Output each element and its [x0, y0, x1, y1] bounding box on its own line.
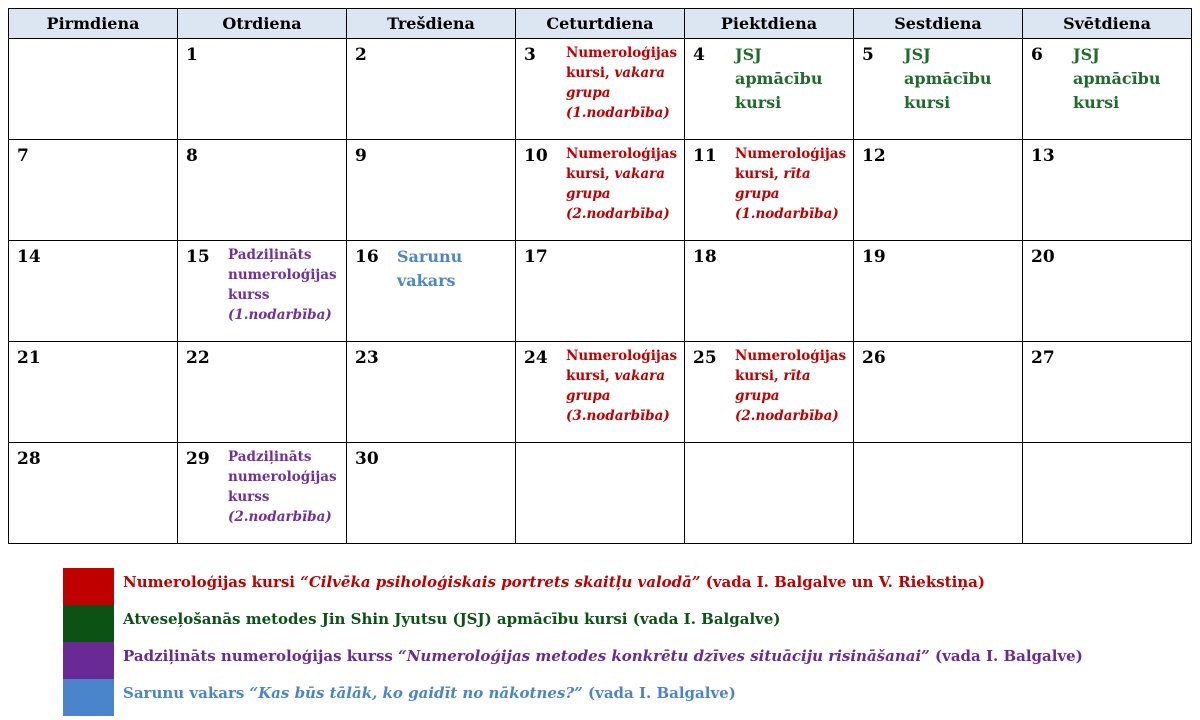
day-number: 6: [1031, 45, 1043, 65]
day-cell: [178, 342, 347, 443]
event-session: (2.nodarbība): [735, 408, 839, 424]
event-title: Numeroloģijas kursi,: [566, 45, 678, 81]
day-number: 14: [17, 247, 41, 267]
day-cell: [516, 39, 685, 140]
event-session: (1.nodarbība): [566, 105, 670, 121]
day-number: 5: [862, 45, 874, 65]
legend-text: Atveseļošanās metodes Jin Shin Jyutsu (JSJ) apmācību kursi (vada I. Balgalve): [123, 610, 781, 628]
legend-text: Padziļināts numeroloģijas kurss “Numeroloģijas metodes konkrētu dzīves situāciju risināšanai” (vada I. Balgalve): [123, 647, 1083, 665]
event-session: (2.nodarbība): [566, 206, 670, 222]
week-row: [9, 443, 1192, 544]
day-number: 16: [355, 247, 379, 267]
day-cell: [9, 241, 178, 342]
day-cell: [685, 241, 854, 342]
week-row: [9, 39, 1192, 140]
advanced-numerology-event: [228, 245, 342, 325]
day-cell: [1023, 39, 1192, 140]
day-cell: [347, 443, 516, 544]
day-cell: [854, 342, 1023, 443]
day-cell-empty: [516, 443, 685, 544]
event-session: (3.nodarbība): [566, 408, 670, 424]
advanced-numerology-event: [228, 447, 342, 527]
day-number: 19: [862, 247, 886, 267]
day-number: 8: [186, 146, 198, 166]
day-cell: [685, 140, 854, 241]
day-number: 22: [186, 348, 210, 368]
header-monday: Pirmdiena: [9, 9, 178, 39]
event-group: rīta grupa: [735, 368, 811, 404]
day-cell: [178, 39, 347, 140]
day-number: 21: [17, 348, 41, 368]
day-number: 11: [693, 146, 717, 166]
day-number: 30: [355, 449, 379, 469]
event-title: Padziļināts numeroloģijas kurss: [228, 449, 337, 505]
jsj-course-event: JSJ apmācību kursi: [735, 45, 823, 112]
day-number: 13: [1031, 146, 1055, 166]
day-number: 10: [524, 146, 548, 166]
day-cell: [1023, 342, 1192, 443]
event-session: (2.nodarbība): [228, 509, 332, 525]
day-number: 9: [355, 146, 367, 166]
day-number: 29: [186, 449, 210, 469]
day-number: 2: [355, 45, 367, 65]
event-title: Numeroloģijas kursi,: [566, 146, 678, 182]
day-number: 20: [1031, 247, 1055, 267]
day-cell: [347, 241, 516, 342]
week-row: [9, 342, 1192, 443]
day-cell: [9, 443, 178, 544]
week-row: [9, 241, 1192, 342]
day-cell: [347, 39, 516, 140]
calendar-header-row: [9, 9, 1192, 39]
day-number: 1: [186, 45, 198, 65]
event-title: Numeroloģijas kursi,: [735, 348, 847, 384]
legend-swatch: [63, 605, 114, 642]
day-number: 4: [693, 45, 705, 65]
day-cell-empty: [1023, 443, 1192, 544]
day-cell: [178, 241, 347, 342]
event-title: Numeroloģijas kursi,: [566, 348, 678, 384]
day-cell: [854, 241, 1023, 342]
legend-swatch: [63, 568, 114, 605]
day-number: 18: [693, 247, 717, 267]
event-group: vakara grupa: [566, 65, 665, 101]
numerology-course-event: [735, 144, 849, 224]
legend-swatch: [63, 679, 114, 716]
header-thursday: Ceturtdiena: [516, 9, 685, 39]
day-number: 7: [17, 146, 29, 166]
day-number: 26: [862, 348, 886, 368]
day-cell: [9, 342, 178, 443]
day-cell: [516, 241, 685, 342]
day-cell: [178, 443, 347, 544]
event-session: (1.nodarbība): [228, 307, 332, 323]
day-cell-empty: [854, 443, 1023, 544]
header-tuesday: Otrdiena: [178, 9, 347, 39]
day-cell: [178, 140, 347, 241]
legend-text: Numeroloģijas kursi “Cilvēka psiholoģiskais portrets skaitļu valodā” (vada I. Balgalve un V. Riekstiņa): [123, 573, 986, 591]
day-cell: [1023, 140, 1192, 241]
legend-swatch: [63, 642, 114, 679]
day-cell: [347, 140, 516, 241]
day-number: 25: [693, 348, 717, 368]
day-cell: [854, 140, 1023, 241]
numerology-course-event: [566, 144, 680, 224]
day-cell: [1023, 241, 1192, 342]
calendar-table: [8, 8, 1192, 544]
header-wednesday: Trešdiena: [347, 9, 516, 39]
day-number: 3: [524, 45, 536, 65]
jsj-course-event: JSJ apmācību kursi: [1073, 45, 1161, 112]
event-session: (1.nodarbība): [735, 206, 839, 222]
day-number: 15: [186, 247, 210, 267]
week-row: [9, 140, 1192, 241]
day-number: 17: [524, 247, 548, 267]
day-cell: [854, 39, 1023, 140]
numerology-course-event: [566, 346, 680, 426]
day-cell: [347, 342, 516, 443]
day-number: 23: [355, 348, 379, 368]
jsj-course-event: JSJ apmācību kursi: [904, 45, 992, 112]
day-number: 24: [524, 348, 548, 368]
day-number: 28: [17, 449, 41, 469]
event-title: Padziļināts numeroloģijas kurss: [228, 247, 337, 303]
day-number: 12: [862, 146, 886, 166]
header-sunday: Svētdiena: [1023, 9, 1192, 39]
header-saturday: Sestdiena: [854, 9, 1023, 39]
event-title: Numeroloģijas kursi,: [735, 146, 847, 182]
header-friday: Piektdiena: [685, 9, 854, 39]
numerology-course-event: [566, 43, 680, 123]
event-group: rīta grupa: [735, 166, 811, 202]
conversation-evening-event: Sarunu vakars: [397, 247, 463, 290]
numerology-course-event: [735, 346, 849, 426]
day-number: 27: [1031, 348, 1055, 368]
day-cell-empty: [685, 443, 854, 544]
day-cell: [685, 342, 854, 443]
legend-text: Sarunu vakars “Kas būs tālāk, ko gaidīt no nākotnes?” (vada I. Balgalve): [123, 684, 736, 702]
event-group: vakara grupa: [566, 166, 665, 202]
day-cell-empty: [9, 39, 178, 140]
event-group: vakara grupa: [566, 368, 665, 404]
day-cell: [516, 140, 685, 241]
day-cell: [9, 140, 178, 241]
day-cell: [685, 39, 854, 140]
day-cell: [516, 342, 685, 443]
